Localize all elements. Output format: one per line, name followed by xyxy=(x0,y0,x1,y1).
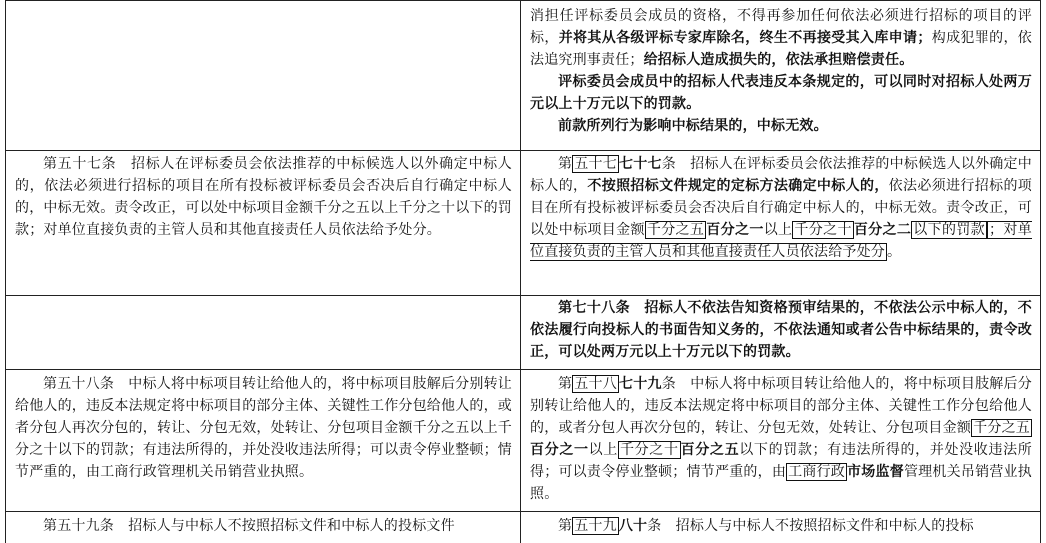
added-text: 百分之二 xyxy=(853,222,912,238)
article-78-new-text xyxy=(521,296,1040,363)
row-2-right-cell xyxy=(520,296,1041,370)
row-0-right-cell xyxy=(520,0,1041,151)
text-segment: 构成犯罪的，依法追究刑事责任； xyxy=(530,30,1033,68)
added-text: 第七十八条 招标人不依法告知资格预审结果的，不依法公示中标人的，不依法履行向投标人的书面告知义务的，不依法通知或者公告中标结果的，责令改正，可以处两万元以上十万元以下的罚款。 xyxy=(530,300,1032,360)
text-segment: 消担任评标委员会成员的资格，不得再参加任何依法必须进行招标的项目的评标， xyxy=(530,8,1032,46)
deleted-text-box: 千分之十 xyxy=(619,442,679,458)
text-segment: 以上 xyxy=(588,442,618,458)
row-2-left-cell xyxy=(5,296,520,370)
row-4-right-cell xyxy=(520,512,1041,543)
text-segment: 条 中标人将中标项目转让给他人的，将中标项目肢解后分别转让给他人的，违反本法规定将中标项目的部分主体、关键性工作分包给他人的，或者分包人再次分包的，转让、分包无效，处转让、分包项目金额 xyxy=(530,376,1032,436)
text-segment: 条 招标人与中标人不按照招标文件和中标人的投标 xyxy=(647,518,974,534)
article-58-old-text: 第五十八条 中标人将中标项目转让给他人的，将中标项目肢解后分别转让给他人的，违反本法规定将中标项目的部分主体、关键性工作分包给他人的，或者分包人再次分包的，转让、分包无效，处转让、分包项目金额千分之五以上千分之十以下的罚款；有违法所得的，并处没收违法所得；可以责令停业整顿；情节严重的，由工商行政管理机关吊销营业执照。 xyxy=(15,376,512,480)
text-segment: 条 招标人在评标委员会依法推荐的中标候选人以外确定中标人的， xyxy=(530,156,1032,194)
text-segment: 第 xyxy=(558,518,573,534)
added-text: 并将其从各级评标专家库除名，终生不再接受其入库申请； xyxy=(558,30,932,46)
deleted-text-box: 工商行政 xyxy=(788,464,846,480)
article-80-new-text xyxy=(521,512,1040,537)
row-3-left-cell xyxy=(5,370,520,512)
text-segment: 第 xyxy=(558,376,573,392)
deleted-text-box: 五十八 xyxy=(574,376,617,392)
row-1-left-cell xyxy=(5,151,520,296)
text-segment: 第 xyxy=(558,156,573,172)
row-0-right-text xyxy=(521,0,1040,137)
text-segment: 管理机关吊销营业执照。 xyxy=(530,464,1032,502)
text-segment: 依法必须进行招标的项目在所有投标被评标委员会否决后自行确定中标人的，中标无效。责令改正，可以处中标项目金额 xyxy=(530,178,1032,238)
article-77-new-text xyxy=(521,151,1040,263)
added-text: 百分之一 xyxy=(530,442,589,458)
deleted-text-box: 千分之五 xyxy=(646,222,705,238)
added-text: 七十七 xyxy=(618,156,662,172)
text-segment: 。 xyxy=(887,244,902,260)
row-3-right-cell xyxy=(520,370,1041,512)
added-text: 评标委员会成员中的招标人代表违反本条规定的，可以同时对招标人处两万元以上十万元以下的罚款。 xyxy=(530,74,1032,112)
text-segment: 以下的罚款；有违法所得的，并处没收违法所得；可以责令停业整顿；情节严重的，由 xyxy=(530,442,1032,480)
added-text: 七十九 xyxy=(618,376,662,392)
added-text: 不按照招标文件规定的定标方法确定中标人的， xyxy=(587,178,889,194)
added-text: 百分之五 xyxy=(680,442,740,458)
deleted-text-box: ；对单位直接负责的主管人员和其他直接责任人员依法给予处分 xyxy=(530,222,1032,260)
deleted-text-box: 以下的罚款 xyxy=(913,222,986,238)
added-text: 百分之一 xyxy=(706,222,764,238)
article-57-old-text: 第五十七条 招标人在评标委员会依法推荐的中标候选人以外确定中标人的，依法必须进行招标的项目在所有投标被评标委员会否决后自行确定中标人的，中标无效。责令改正，可以处中标项目金额千分之五以上千分之十以下的罚款；对单位直接负责的主管人员和其他直接责任人员依法给予处分。 xyxy=(15,156,512,238)
row-4-left-cell xyxy=(5,512,520,543)
added-text: 市场监督 xyxy=(847,464,904,480)
deleted-text-box: 五十九 xyxy=(574,518,617,534)
row-1-right-cell xyxy=(520,151,1041,296)
row-0-left-cell xyxy=(5,0,520,151)
added-text: 八十 xyxy=(618,518,648,534)
added-text: 前款所列行为影响中标结果的，中标无效。 xyxy=(558,118,828,134)
article-59-old-text: 第五十九条 招标人与中标人不按照招标文件和中标人的投标文件 xyxy=(43,518,455,534)
text-segment: 以上 xyxy=(763,222,793,238)
deleted-text-box: 千分之十 xyxy=(794,222,852,238)
deleted-text-box: 千分之五 xyxy=(973,420,1030,436)
added-text: 给招标人造成损失的，依法承担赔偿责任。 xyxy=(643,52,914,68)
article-79-new-text xyxy=(521,370,1040,505)
deleted-text-box: 五十七 xyxy=(574,156,617,172)
